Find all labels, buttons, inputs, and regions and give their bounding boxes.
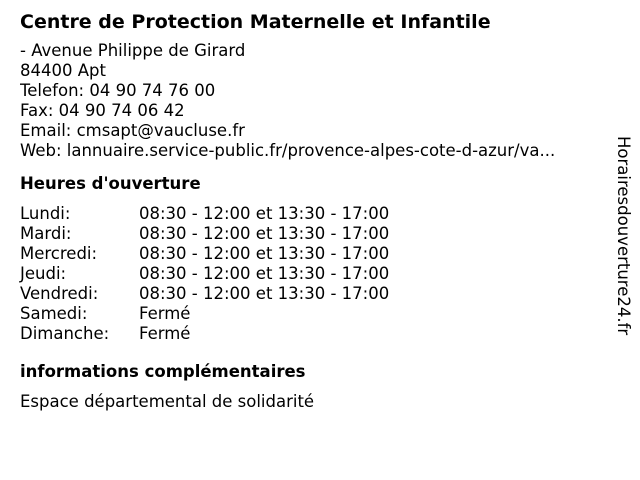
hours-day: Vendredi: [20,284,99,303]
hours-row-vendredi [20,284,610,304]
hours-time: 08:30 - 12:00 et 13:30 - 17:00 [139,204,390,223]
hours-day: Mardi: [20,224,72,243]
site-watermark: Horairesdouverture24.fr [614,136,633,336]
page-title: Centre de Protection Maternelle et Infantile [20,11,491,33]
web-line: Web: lannuaire.service-public.fr/provence-alpes-cote-d-azur/va... [20,141,556,160]
hours-row-mercredi [20,244,610,264]
hours-row-samedi [20,304,610,324]
fax-line: Fax: 04 90 74 06 42 [20,101,185,120]
hours-time: Fermé [139,324,191,343]
hours-day: Jeudi: [20,264,67,283]
hours-day: Samedi: [20,304,88,323]
address-street: - Avenue Philippe de Girard [20,41,246,60]
hours-day: Mercredi: [20,244,98,263]
location-card [20,10,610,412]
contact-block [20,41,610,161]
phone-line: Telefon: 04 90 74 76 00 [20,81,216,100]
hours-time: 08:30 - 12:00 et 13:30 - 17:00 [139,284,390,303]
hours-time: Fermé [139,304,191,323]
hours-row-lundi [20,204,610,224]
hours-heading: Heures d'ouverture [20,174,201,193]
hours-time: 08:30 - 12:00 et 13:30 - 17:00 [139,224,390,243]
hours-row-mardi [20,224,610,244]
info-heading: informations complémentaires [20,362,306,381]
hours-row-jeudi [20,264,610,284]
hours-time: 08:30 - 12:00 et 13:30 - 17:00 [139,264,390,283]
address-city: 84400 Apt [20,61,106,80]
hours-day: Dimanche: [20,324,110,343]
hours-time: 08:30 - 12:00 et 13:30 - 17:00 [139,244,390,263]
hours-day: Lundi: [20,204,71,223]
hours-row-dimanche [20,324,610,344]
info-text: Espace départemental de solidarité [20,392,315,411]
email-line: Email: cmsapt@vaucluse.fr [20,121,245,140]
hours-table [20,204,610,344]
